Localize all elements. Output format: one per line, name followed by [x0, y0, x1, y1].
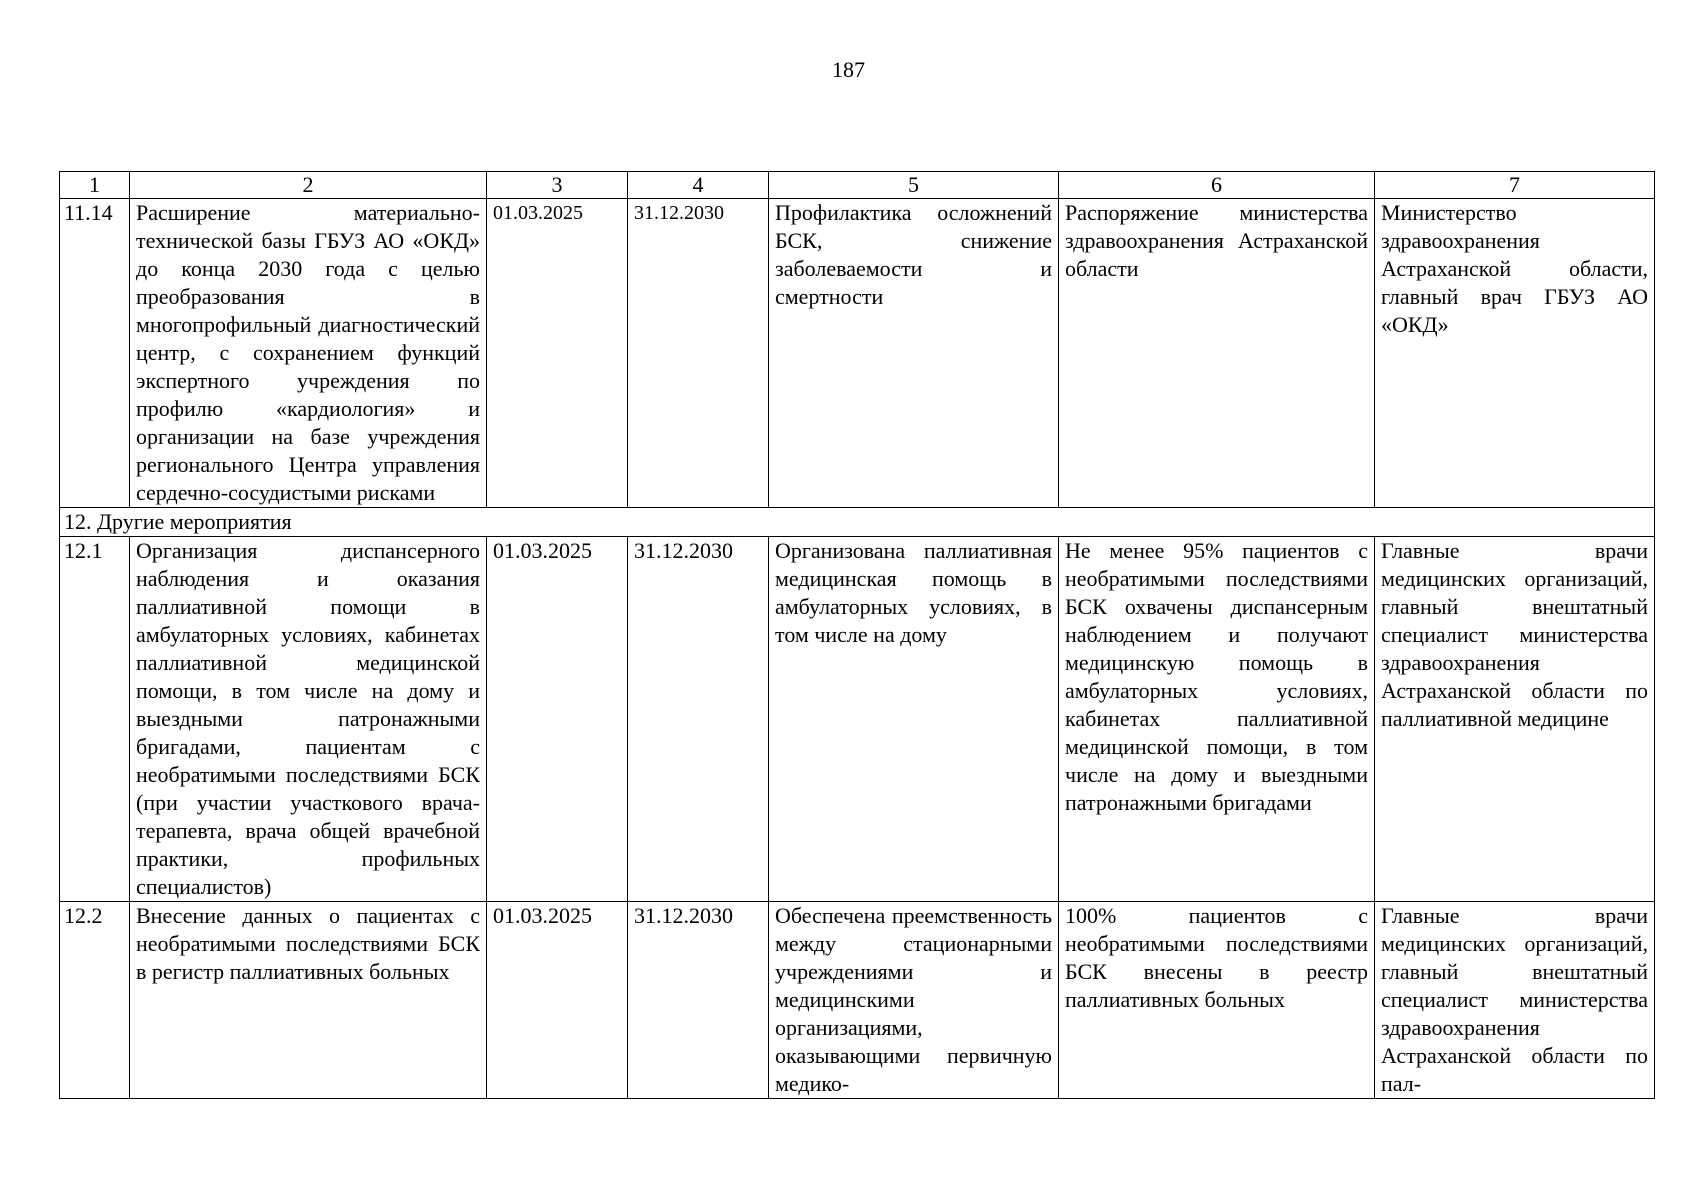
table-header-row — [60, 172, 1655, 199]
end-date: 31.12.2030 — [628, 537, 769, 902]
row-number: 11.14 — [60, 199, 130, 508]
start-date: 01.03.2025 — [487, 537, 628, 902]
table-row — [60, 537, 1655, 902]
measures-table — [59, 171, 1655, 1099]
responsible: Главные врачи медицинских организаций, главный внештатный специалист министерства здравоохранения Астраханской области по пал- — [1375, 902, 1655, 1099]
column-header: 7 — [1375, 172, 1655, 199]
indicator: Распоряжение министерства здравоохранения Астраханской области — [1059, 199, 1375, 508]
table-row — [60, 199, 1655, 508]
row-number: 12.2 — [60, 902, 130, 1099]
expected-result: Обеспечена преемственность между стационарными учреждениями и медицинскими организациями, оказывающими первичную медико- — [769, 902, 1059, 1099]
responsible: Министерство здравоохранения Астраханской области, главный врач ГБУЗ АО «ОКД» — [1375, 199, 1655, 508]
table-row — [60, 902, 1655, 1099]
column-header: 6 — [1059, 172, 1375, 199]
measure-name: Внесение данных о пациентах с необратимыми последствиями БСК в регистр паллиативных больных — [130, 902, 487, 1099]
column-header: 4 — [628, 172, 769, 199]
column-header: 3 — [487, 172, 628, 199]
column-header: 2 — [130, 172, 487, 199]
row-number: 12.1 — [60, 537, 130, 902]
measure-name: Организация диспансерного наблюдения и оказания паллиативной помощи в амбулаторных условиях, кабинетах паллиативной медицинской помощи, в том числе на дому и выездными патронажными бригадами, пациентам с необратимыми последствиями БСК (при участии участкового врача-терапевта, врача общей врачебной практики, профильных специалистов) — [130, 537, 487, 902]
responsible: Главные врачи медицинских организаций, главный внештатный специалист министерства здравоохранения Астраханской области по паллиативной медицине — [1375, 537, 1655, 902]
page-number: 187 — [832, 57, 865, 82]
end-date: 31.12.2030 — [628, 902, 769, 1099]
expected-result: Профилактика осложнений БСК, снижение заболеваемости и смертности — [769, 199, 1059, 508]
column-header: 1 — [60, 172, 130, 199]
measure-name: Расширение материально-технической базы ГБУЗ АО «ОКД» до конца 2030 года с целью преобразования в многопрофильный диагностический центр, с сохранением функций экспертного учреждения по профилю «кардиология» и организации на базе учреждения регионального Центра управления сердечно-сосудистыми рисками — [130, 199, 487, 508]
end-date: 31.12.2030 — [628, 199, 769, 508]
expected-result: Организована паллиативная медицинская помощь в амбулаторных условиях, в том числе на дому — [769, 537, 1059, 902]
section-title: 12. Другие мероприятия — [60, 508, 1655, 537]
start-date: 01.03.2025 — [487, 902, 628, 1099]
indicator: Не менее 95% пациентов с необратимыми последствиями БСК охвачены диспансерным наблюдением и получают медицинскую помощь в амбулаторных условиях, кабинетах паллиативной медицинской помощи, в том числе на дому и выездными патронажными бригадами — [1059, 537, 1375, 902]
indicator: 100% пациентов с необратимыми последствиями БСК внесены в реестр паллиативных больных — [1059, 902, 1375, 1099]
section-row — [60, 508, 1655, 537]
start-date: 01.03.2025 — [487, 199, 628, 508]
column-header: 5 — [769, 172, 1059, 199]
